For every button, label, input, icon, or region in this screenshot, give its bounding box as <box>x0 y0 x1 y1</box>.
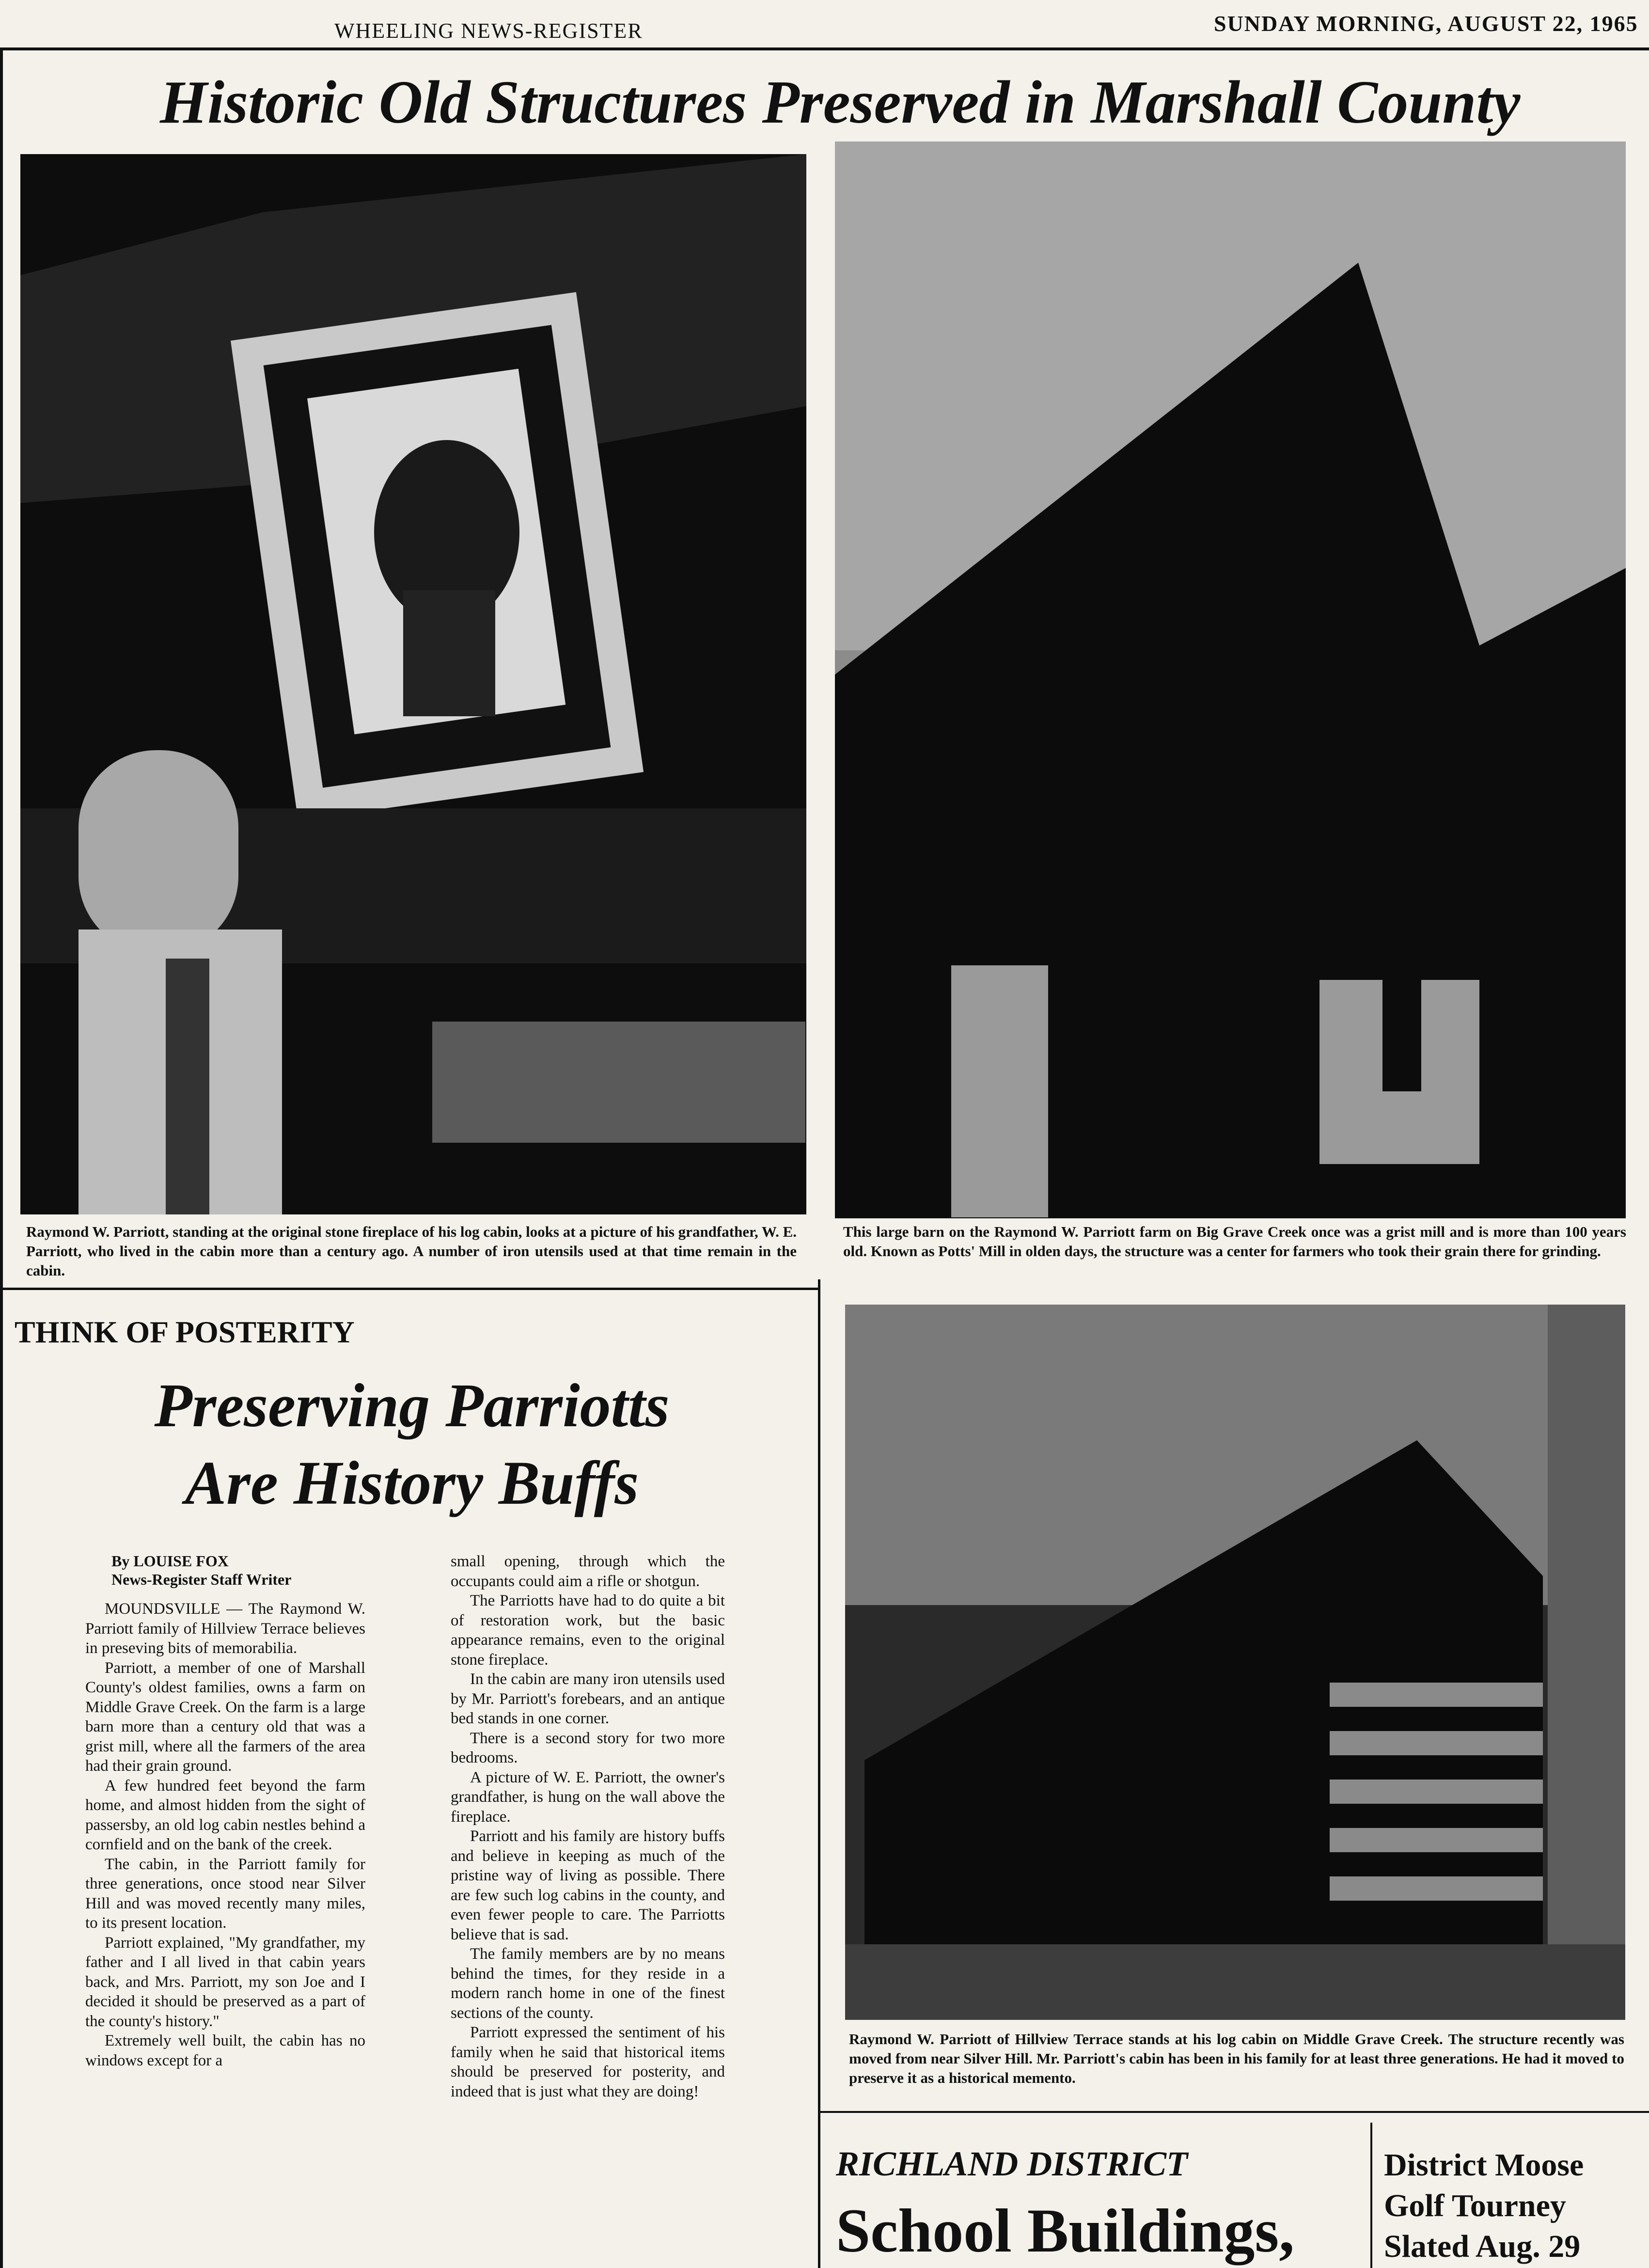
bottom-section-rule <box>820 2111 1649 2113</box>
article-title-line1: Preserving Parriotts <box>154 1371 670 1440</box>
byline-title: News-Register Staff Writer <box>111 1571 292 1588</box>
moose-line-3: Slated Aug. 29 <box>1384 2229 1581 2264</box>
masthead-paper-name: WHEELING NEWS-REGISTER <box>334 19 643 43</box>
moose-line-2: Golf Tourney <box>1384 2188 1566 2223</box>
article-top-rule <box>0 1288 819 1290</box>
col1-paragraph: The cabin, in the Parriott family for three generations, once stood near Silver Hill and was moved recently many miles, to its present location. <box>85 1855 365 1932</box>
col2-paragraph: In the cabin are many iron utensils used by Mr. Parriott's forebears, and an antique bed stands in one corner. <box>451 1670 725 1727</box>
article-title-line2: Are History Buffs <box>185 1449 639 1517</box>
barn-photo <box>835 142 1626 1218</box>
fireplace-photo <box>20 154 806 1214</box>
top-rule <box>0 47 1649 50</box>
masthead-dateline: SUNDAY MORNING, AUGUST 22, 1965 <box>1214 11 1638 36</box>
fireplace-caption: Raymond W. Parriott, standing at the original stone fireplace of his log cabin, looks at a picture of his grandfather, W. E. Parriott, who lived in the cabin more than a century ago. A number of iron utensils used at that time remain in the cabin. <box>26 1223 797 1279</box>
col2-paragraph: A picture of W. E. Parriott, the owner's grandfather, is hung on the wall above the fireplace. <box>451 1768 725 1826</box>
moose-line-1: District Moose <box>1384 2147 1584 2183</box>
col2-paragraph: The Parriotts have had to do quite a bit of restoration work, but the basic appearance remains, even to the original stone fireplace. <box>451 1592 725 1669</box>
col2-paragraph: Parriott and his family are history buffs and believe in keeping as much of the pristine way of living as possible. There are few such log cabins in the county, and even fewer people to care. The Parriotts believe that is sad. <box>451 1827 725 1943</box>
moose-column-rule <box>1370 2123 1372 2268</box>
col1-paragraph: Extremely well built, the cabin has no windows except for a <box>85 2032 365 2069</box>
col2-paragraph: There is a second story for two more bedrooms. <box>451 1729 725 1766</box>
article-byline <box>111 1552 451 1589</box>
col1-paragraph: Parriott, a member of one of Marshall County's oldest families, owns a farm on Middle Grave Creek. On the farm is a large barn more than a century old that was a grist mill, where all the farmers of the area had their grain ground. <box>85 1659 365 1775</box>
col2-paragraph: small opening, through which the occupants could aim a rifle or shotgun. <box>451 1553 725 1590</box>
cabin-photo <box>845 1305 1625 2020</box>
col2-paragraph: Parriott expressed the sentiment of his family when he said that historical items should be preserved for posterity, and indeed that is just what they are doing! <box>451 2024 725 2100</box>
left-edge-rule <box>0 47 3 2268</box>
richland-headline: School Buildings, <box>836 2196 1295 2265</box>
barn-caption: This large barn on the Raymond W. Parriott farm on Big Grave Creek once was a grist mill and is more than 100 years old. Known as Potts' Mill in olden days, the structure was a center for farmers who took their grain there for grinding. <box>843 1223 1626 1260</box>
article-column-2 <box>451 1552 725 2101</box>
byline-author: By LOUISE FOX <box>111 1552 229 1570</box>
center-column-rule <box>818 1279 820 2268</box>
article-column-1 <box>85 1599 365 2070</box>
article-kicker: THINK OF POSTERITY <box>15 1315 355 1349</box>
col1-paragraph: Parriott explained, "My grandfather, my father and I all lived in that cabin years back, and Mrs. Parriott, my son Joe and I decided it should be preserved as a part of the county's history." <box>85 1934 365 2030</box>
col1-paragraph: A few hundred feet beyond the farm home, and almost hidden from the sight of passersby, an old log cabin nestles behind a cornfield and on the bank of the creek. <box>85 1777 365 1853</box>
col1-paragraph: MOUNDSVILLE — The Raymond W. Parriott family of Hillview Terrace believes in preseving bits of memorabilia. <box>85 1600 365 1657</box>
col2-paragraph: The family members are by no means behind the times, for they reside in a modern ranch home in one of the finest sections of the county. <box>451 1945 725 2022</box>
richland-kicker: RICHLAND DISTRICT <box>836 2144 1188 2183</box>
page-headline: Historic Old Structures Preserved in Marshall County <box>160 69 1521 136</box>
moose-headline <box>1384 2145 1584 2267</box>
cabin-caption: Raymond W. Parriott of Hillview Terrace stands at his log cabin on Middle Grave Creek. The structure recently was moved from near Silver Hill. Mr. Parriott's cabin has been in his family for at least three generations. He had it moved to preserve it as a historical memento. <box>849 2031 1624 2086</box>
